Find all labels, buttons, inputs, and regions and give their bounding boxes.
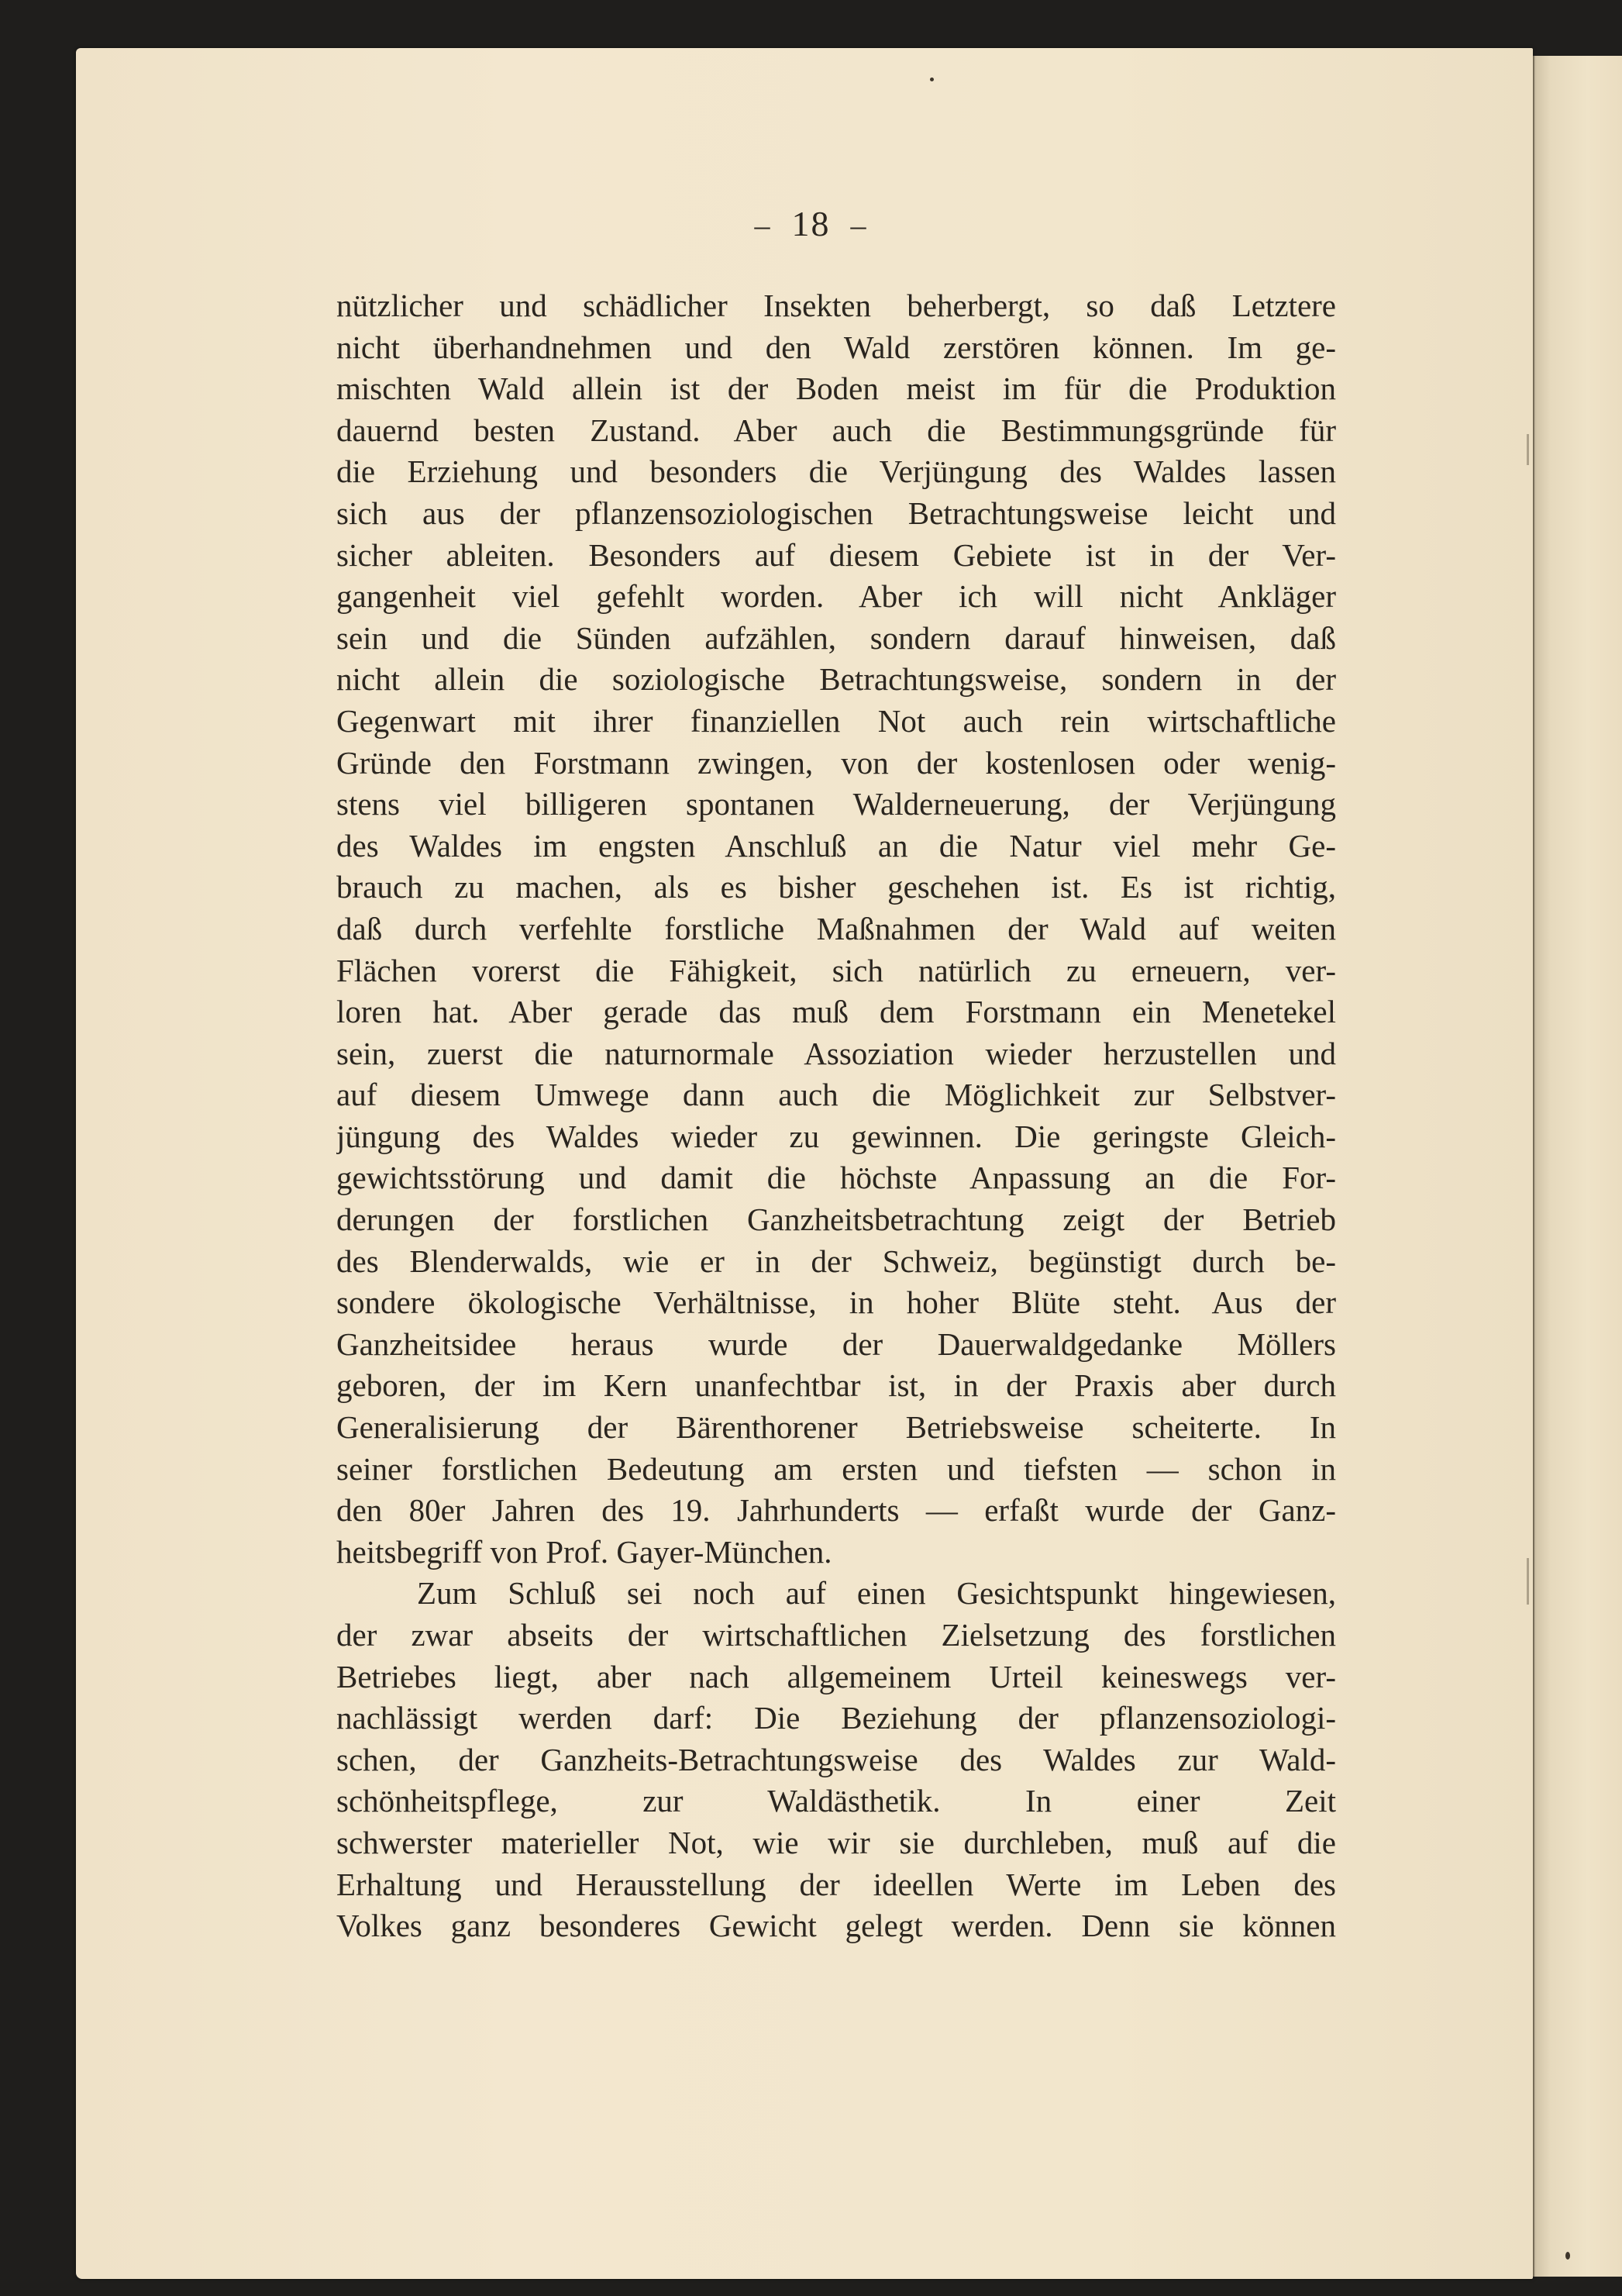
text-line: nicht überhandnehmen und den Wald zerstören können. Im ge- [336,329,1336,365]
text-line: sein und die Sünden aufzählen, sondern darauf hinweisen, daß [336,619,1336,656]
paragraph-start-line: Zum Schluß sei noch auf einen Gesichtspunkt hingewiesen, [417,1575,1336,1612]
text-line: sein, zuerst die naturnormale Assoziation wieder herzustellen und [336,1035,1336,1071]
text-line: loren hat. Aber gerade das muß dem Forstmann ein Menetekel [336,994,1336,1030]
body-text [336,285,1336,1947]
paper-speck [1565,2252,1570,2260]
text-line: Gründe den Forstmann zwingen, von der kostenlosen oder wenig- [336,744,1336,781]
text-line: Ganzheitsidee heraus wurde der Dauerwaldgedanke Möllers [336,1326,1336,1362]
text-line: schönheitspflege, zur Waldästhetik. In einer Zeit [336,1783,1336,1819]
text-line: nachlässigt werden darf: Die Beziehung der pflanzensoziologi- [336,1700,1336,1736]
text-line: auf diesem Umwege dann auch die Möglichkeit zur Selbstver- [336,1077,1336,1113]
text-line: Flächen vorerst die Fähigkeit, sich natürlich zu erneuern, ver- [336,952,1336,988]
page-number-header [0,203,1622,244]
text-line: gewichtsstörung und damit die höchste Anpassung an die For- [336,1160,1336,1196]
text-line: nicht allein die soziologische Betrachtungsweise, sondern in der [336,661,1336,698]
text-line: der zwar abseits der wirtschaftlichen Zielsetzung des forstlichen [336,1617,1336,1653]
text-line: seiner forstlichen Bedeutung am ersten und tiefsten — schon in [336,1450,1336,1487]
text-line: nützlicher und schädlicher Insekten beherbergt, so daß Letztere [336,288,1336,323]
page-number: 18 [791,204,831,243]
paper-speck [930,78,934,81]
text-line: brauch zu machen, als es bisher geschehen ist. Es ist richtig, [336,869,1336,905]
text-line: die Erziehung und besonders die Verjüngung des Waldes lassen [336,453,1336,490]
text-line: derungen der forstlichen Ganzheitsbetrachtung zeigt der Betrieb [336,1201,1336,1238]
text-line: den 80er Jahren des 19. Jahrhunderts — erfaßt wurde der Ganz- [336,1492,1336,1529]
page-number-dash-left: – [754,208,772,243]
text-line: sicher ableiten. Besonders auf diesem Gebiete ist in der Ver- [336,536,1336,573]
text-line: gangenheit viel gefehlt worden. Aber ich will nicht Ankläger [336,578,1336,615]
text-line: Betriebes liegt, aber nach allgemeinem Urteil keineswegs ver- [336,1658,1336,1694]
text-line: dauernd besten Zustand. Aber auch die Bestimmungsgründe für [336,412,1336,448]
text-line: schwerster materieller Not, wie wir sie durchleben, muß auf die [336,1824,1336,1860]
text-line: jüngung des Waldes wieder zu gewinnen. Die geringste Gleich- [336,1118,1336,1154]
page-edge-mark [1527,1558,1529,1605]
text-line: Gegenwart mit ihrer finanziellen Not auch rein wirtschaftliche [336,702,1336,739]
text-line: Volkes ganz besonderes Gewicht gelegt werden. Denn sie können [336,1908,1336,1944]
page-edge-mark [1527,434,1529,465]
text-line: Erhaltung und Herausstellung der ideellen Werte im Leben des [336,1866,1336,1902]
text-line: des Waldes im engsten Anschluß an die Natur viel mehr Ge- [336,827,1336,864]
text-line: geboren, der im Kern unanfechtbar ist, in der Praxis aber durch [336,1367,1336,1404]
text-line: Generalisierung der Bärenthorener Betriebsweise scheiterte. In [336,1409,1336,1446]
paragraph-end-line: heitsbegriff von Prof. Gayer-München. [336,1533,832,1570]
text-line: stens viel billigeren spontanen Walderneuerung, der Verjüngung [336,786,1336,822]
text-line: sondere ökologische Verhältnisse, in hoher Blüte steht. Aus der [336,1284,1336,1321]
text-line: sich aus der pflanzensoziologischen Betrachtungsweise leicht und [336,495,1336,531]
adjacent-page-edge [1533,56,1622,2277]
text-line: schen, der Ganzheits-Betrachtungsweise des Waldes zur Wald- [336,1741,1336,1777]
text-line: des Blenderwalds, wie er in der Schweiz, begünstigt durch be- [336,1243,1336,1279]
page-number-dash-right: – [850,208,868,243]
text-line: mischten Wald allein ist der Boden meist im für die Produktion [336,371,1336,407]
text-line: daß durch verfehlte forstliche Maßnahmen der Wald auf weiten [336,910,1336,946]
